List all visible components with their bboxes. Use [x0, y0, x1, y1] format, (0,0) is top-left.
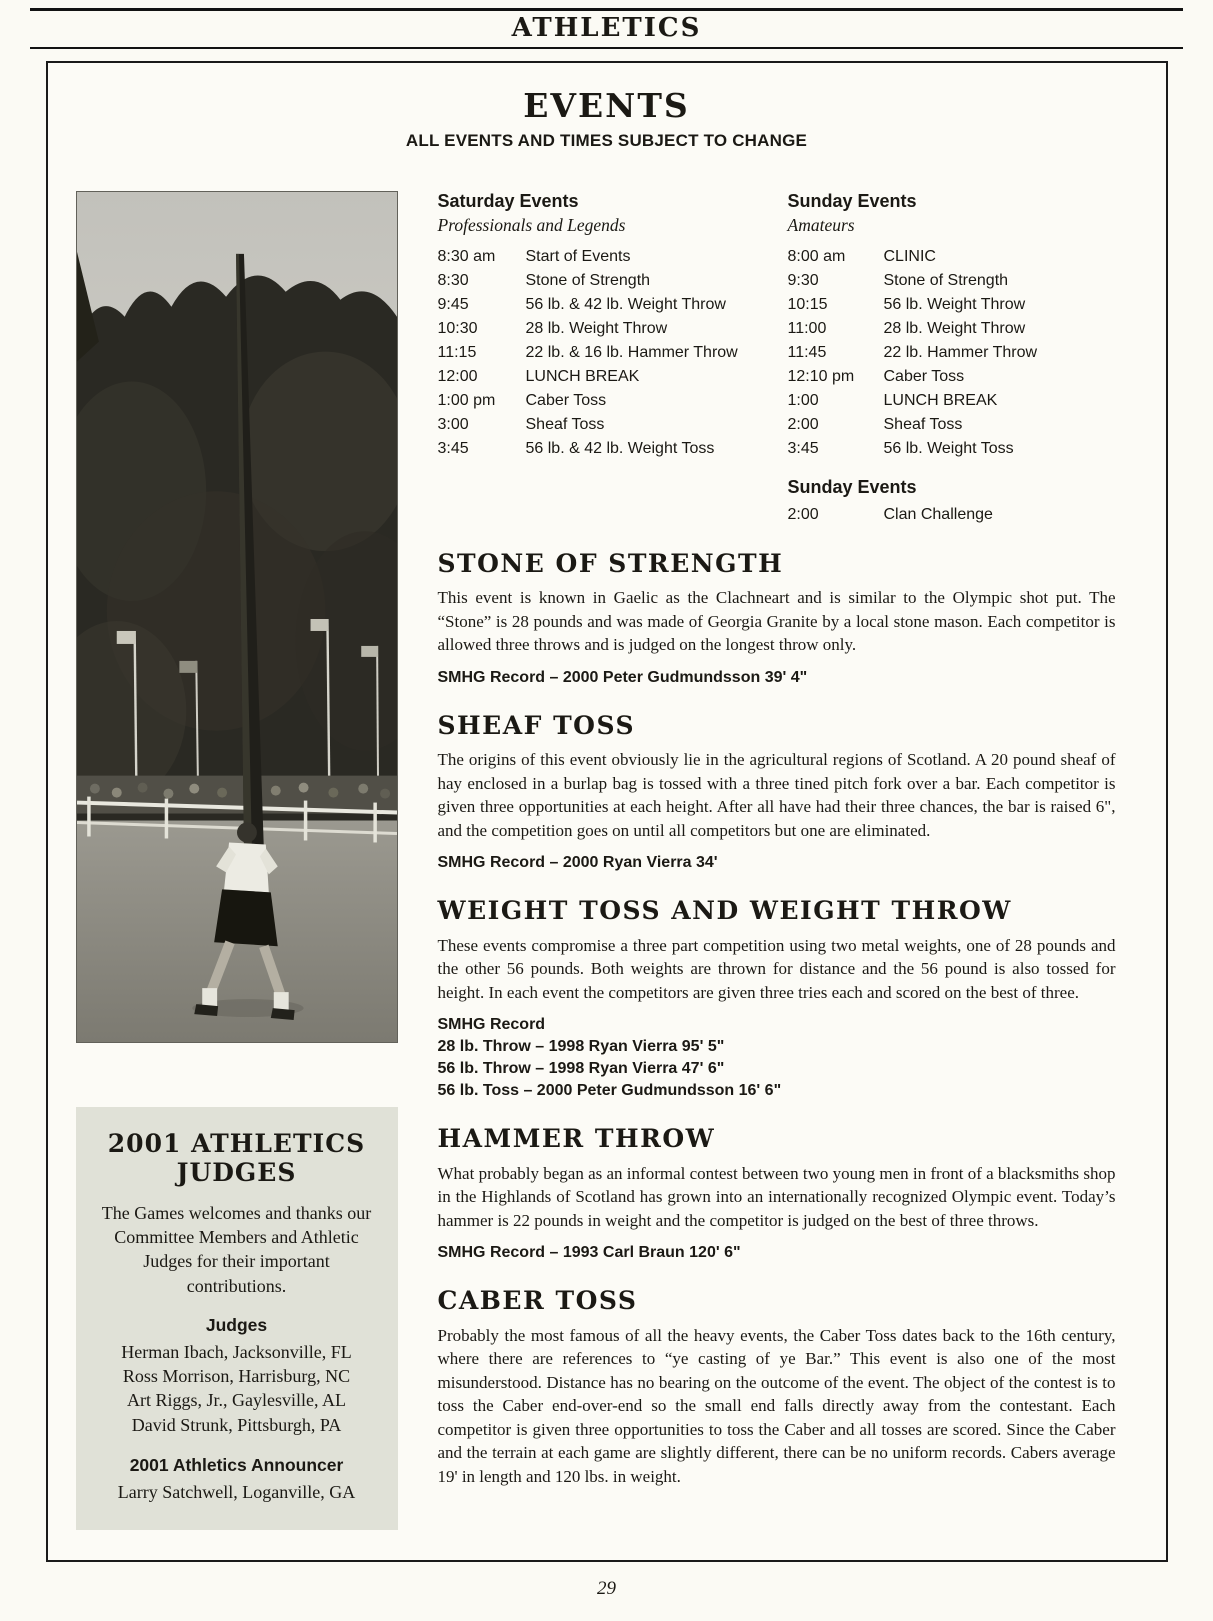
sunday-extra-title: Sunday Events	[787, 477, 917, 498]
section-heading: CABER TOSS	[437, 1286, 638, 1316]
section-body: Probably the most famous of all the heavy events, the Caber Toss dates back to the 16th century, where there are references to “ye casting of ye Bar.” This event is also one of the most misunderstood. Distance has no bearing on the outcome of the event. The object of the contest is to toss the Caber end-over-end so the small end falls directly away from the contestant. Each competitor is given three opportunities to toss the Caber and all tosses are scored. Since the Caber and the terrain at each game are slightly different, there can be no uniform records. Cabers average 19' in length and 120 lbs. in weight.	[437, 1325, 1116, 1486]
event-time: 3:45	[787, 440, 819, 458]
schedule-row	[788, 317, 1116, 341]
smhg-record-line: 56 lb. Toss – 2000 Peter Gudmundsson 16' 6"	[437, 1082, 782, 1100]
judges-box-intro: The Games welcomes and thanks our Committee Members and Athletic Judges for their important contributions.	[101, 1202, 372, 1296]
event-time: 11:15	[437, 344, 477, 362]
schedule-row	[438, 269, 788, 293]
schedule-row	[438, 245, 788, 269]
section-body: The origins of this event obviously lie in the agricultural regions of Scotland. A 20 pound sheaf of hay enclosed in a burlap bag is tossed with a three tined pitch fork over a bar. Each competitor is given three opportunities at each height. After all have had their three chances, the bar is raised 6", and the competition goes on until all competitors but one are eliminated.	[437, 750, 1116, 840]
schedule-row	[438, 317, 788, 341]
masthead-rule-bottom	[30, 47, 1183, 49]
saturday-rows	[438, 245, 788, 461]
event-name: Sheaf Toss	[525, 416, 605, 434]
event-time: 3:00	[437, 416, 469, 434]
section-weight-toss-and-throw	[438, 897, 1116, 1102]
judges-heading: Judges	[205, 1314, 268, 1335]
smhg-record-line: SMHG Record – 1993 Carl Braun 120' 6"	[437, 1244, 741, 1262]
caber-toss-photo	[76, 191, 398, 1043]
section-body: These events compromise a three part competition using two metal weights, one of 28 pounds and the other 56 pounds. Both weights are thrown for distance and the 56 pound is also tossed for height. In each event the competitors are given three tries each and scored on the best of three.	[437, 935, 1116, 1002]
event-time: 9:30	[787, 272, 819, 290]
event-time: 3:45	[437, 440, 469, 458]
sunday-rows	[788, 245, 1116, 461]
saturday-schedule	[438, 191, 788, 527]
smhg-record-line: 28 lb. Throw – 1998 Ryan Vierra 95' 5"	[437, 1038, 725, 1056]
sunday-schedule	[788, 191, 1116, 527]
event-time: 2:00	[787, 416, 819, 434]
schedule-row	[438, 389, 788, 413]
masthead-title: ATHLETICS	[511, 13, 702, 43]
page-content	[48, 191, 1166, 1531]
event-name: Start of Events	[525, 248, 631, 266]
smhg-record-heading: SMHG Record	[437, 1016, 546, 1034]
event-time: 2:00	[787, 505, 819, 523]
event-name: 56 lb. Weight Toss	[883, 440, 1014, 458]
masthead	[30, 8, 1183, 49]
saturday-subtitle: Professionals and Legends	[437, 215, 626, 236]
event-name: Stone of Strength	[525, 272, 651, 290]
schedule-row	[438, 365, 788, 389]
event-name: LUNCH BREAK	[525, 368, 640, 386]
event-time: 10:30	[437, 320, 478, 338]
schedule-row	[788, 365, 1116, 389]
section-heading: SHEAF TOSS	[437, 710, 636, 740]
section-hammer-throw	[438, 1125, 1116, 1264]
schedule-row	[438, 341, 788, 365]
schedule-row	[438, 293, 788, 317]
right-column	[398, 191, 1166, 1531]
event-name: LUNCH BREAK	[883, 392, 998, 410]
schedule-row	[788, 389, 1116, 413]
left-column	[48, 191, 398, 1531]
saturday-title: Saturday Events	[437, 190, 579, 211]
schedule-row	[788, 293, 1116, 317]
judge-name: Art Riggs, Jr., Gaylesville, AL	[127, 1390, 346, 1411]
event-time: 12:00	[437, 368, 478, 386]
section-body: What probably began as an informal contest between two young men in front of a blacksmiths shop in the Highlands of Scotland has grown into an internationally recognized Olympic event. Today’s hammer is 22 pounds in weight and the competitor is judged on the best of three throws.	[437, 1163, 1116, 1230]
schedule-row	[438, 437, 788, 461]
section-body: This event is known in Gaelic as the Clachneart and is similar to the Olympic shot put. The “Stone” is 28 pounds and was made of Georgia Granite by a local stone mason. Each competitor is allowed three throws and is judged on the longest throw only.	[437, 588, 1116, 655]
event-time: 9:45	[437, 296, 469, 314]
event-name: Clan Challenge	[883, 505, 993, 523]
judge-name: Herman Ibach, Jacksonville, FL	[121, 1341, 352, 1362]
event-time: 12:10 pm	[787, 368, 855, 386]
smhg-record-line: SMHG Record – 2000 Peter Gudmundsson 39' 4"	[437, 668, 808, 686]
event-time: 11:45	[787, 344, 827, 362]
event-name: Caber Toss	[883, 368, 965, 386]
page-number: 29	[597, 1578, 616, 1600]
schedule-row	[788, 437, 1116, 461]
smhg-record-line: SMHG Record – 2000 Ryan Vierra 34'	[437, 854, 718, 872]
event-name: Sheaf Toss	[883, 416, 963, 434]
caber-toss-photo-art	[77, 192, 397, 1042]
judges-list	[92, 1340, 382, 1437]
event-name: CLINIC	[883, 248, 936, 266]
event-name: Stone of Strength	[883, 272, 1009, 290]
schedule-row	[788, 269, 1116, 293]
schedule-row	[438, 413, 788, 437]
section-heading: STONE OF STRENGTH	[437, 548, 784, 578]
events-subtitle: ALL EVENTS AND TIMES SUBJECT TO CHANGE	[405, 130, 808, 150]
event-time: 11:00	[787, 320, 827, 338]
sunday-extra-schedule	[788, 477, 1116, 527]
schedule-row	[788, 341, 1116, 365]
events-title: EVENTS	[523, 86, 690, 125]
section-caber-toss	[438, 1287, 1116, 1488]
judge-name: Ross Morrison, Harrisburg, NC	[122, 1366, 351, 1387]
event-name: 22 lb. & 16 lb. Hammer Throw	[525, 344, 738, 362]
page-frame	[46, 61, 1168, 1562]
announcer-name: Larry Satchwell, Loganville, GA	[117, 1482, 356, 1503]
event-time: 1:00 pm	[437, 392, 496, 410]
event-time: 1:00	[787, 392, 819, 410]
event-name: 56 lb. & 42 lb. Weight Toss	[525, 440, 715, 458]
event-name: 28 lb. Weight Throw	[883, 320, 1026, 338]
judge-name: David Strunk, Pittsburgh, PA	[131, 1414, 342, 1435]
judges-box	[76, 1107, 398, 1531]
schedule-row	[788, 413, 1116, 437]
event-name: 22 lb. Hammer Throw	[883, 344, 1038, 362]
event-name: 56 lb. Weight Throw	[883, 296, 1026, 314]
schedules	[438, 191, 1116, 527]
sunday-title: Sunday Events	[787, 190, 917, 211]
event-time: 8:00 am	[787, 248, 846, 266]
photo-trees	[77, 251, 397, 830]
schedule-row	[788, 503, 1116, 527]
section-heading: HAMMER THROW	[437, 1124, 716, 1154]
section-stone-of-strength	[438, 550, 1116, 689]
announcer-heading: 2001 Athletics Announcer	[129, 1455, 344, 1476]
event-time: 8:30	[437, 272, 469, 290]
smhg-record-line: 56 lb. Throw – 1998 Ryan Vierra 47' 6"	[437, 1060, 725, 1078]
event-time: 10:15	[787, 296, 828, 314]
judges-box-title: 2001 ATHLETICS JUDGES	[107, 1128, 366, 1188]
sunday-extra-rows	[788, 503, 1116, 527]
event-name: 56 lb. & 42 lb. Weight Throw	[525, 296, 726, 314]
event-name: Caber Toss	[525, 392, 607, 410]
event-name: 28 lb. Weight Throw	[525, 320, 668, 338]
section-sheaf-toss	[438, 712, 1116, 875]
event-time: 8:30 am	[437, 248, 496, 266]
schedule-row	[788, 245, 1116, 269]
section-heading: WEIGHT TOSS AND WEIGHT THROW	[437, 896, 1012, 926]
sunday-subtitle: Amateurs	[787, 215, 855, 236]
